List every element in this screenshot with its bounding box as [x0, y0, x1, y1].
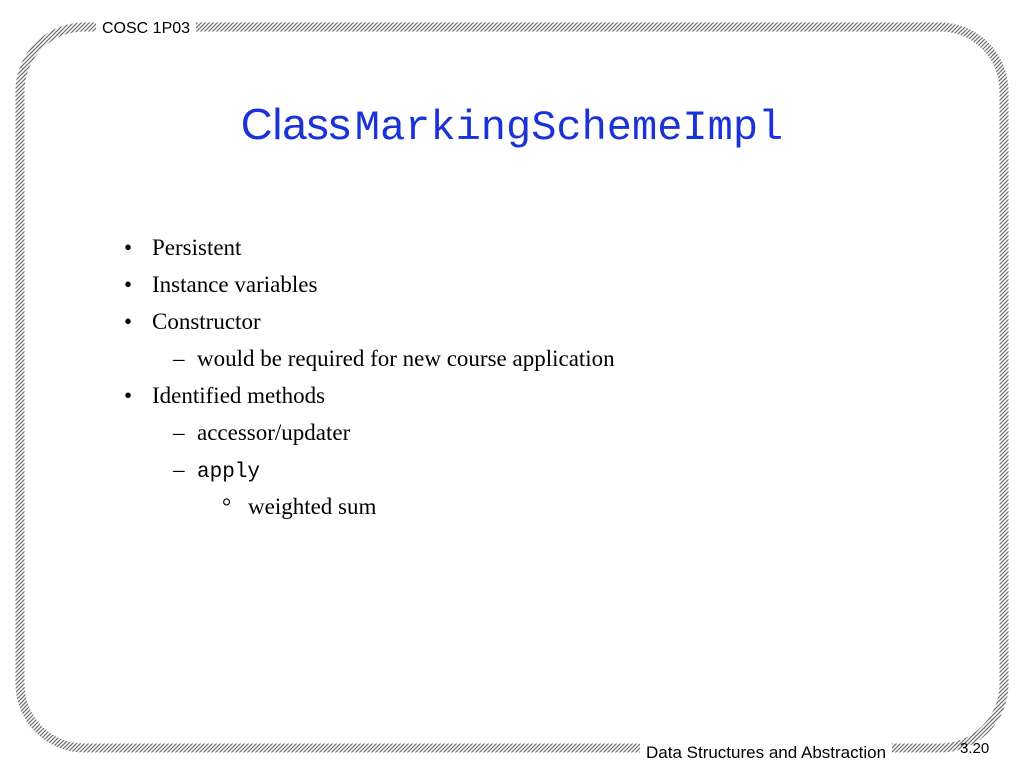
bullet-marker: •	[124, 383, 133, 408]
course-code-label: COSC 1P03	[96, 18, 196, 40]
bullet-marker: •	[124, 235, 133, 260]
degree-marker: °	[222, 494, 232, 519]
list-item	[173, 345, 615, 373]
slide-title	[0, 100, 1024, 152]
list-item-text: Identified methods	[152, 383, 326, 408]
bullet-marker: •	[124, 309, 133, 334]
title-word: Class	[240, 100, 351, 149]
dash-marker: –	[173, 420, 185, 445]
bullet-marker: •	[124, 272, 133, 297]
list-item	[173, 456, 261, 487]
list-item	[222, 493, 377, 521]
list-item-text: Constructor	[152, 309, 261, 334]
list-item	[173, 419, 351, 447]
list-item-code: apply	[197, 461, 261, 484]
course-title-label: Data Structures and Abstraction	[640, 741, 892, 765]
list-item-text: Persistent	[152, 235, 242, 260]
list-item	[124, 382, 326, 410]
dash-marker: –	[173, 346, 185, 371]
title-class-name: MarkingSchemeImpl	[354, 104, 784, 152]
list-item	[124, 308, 261, 336]
list-item	[124, 271, 318, 299]
list-item	[124, 234, 242, 262]
list-item-text: Instance variables	[152, 272, 318, 297]
list-item-text: accessor/updater	[197, 420, 351, 445]
dash-marker: –	[173, 457, 185, 482]
list-item-text: would be required for new course application	[197, 346, 615, 371]
list-item-text: weighted sum	[248, 494, 377, 519]
page-number: 3.20	[960, 740, 990, 757]
